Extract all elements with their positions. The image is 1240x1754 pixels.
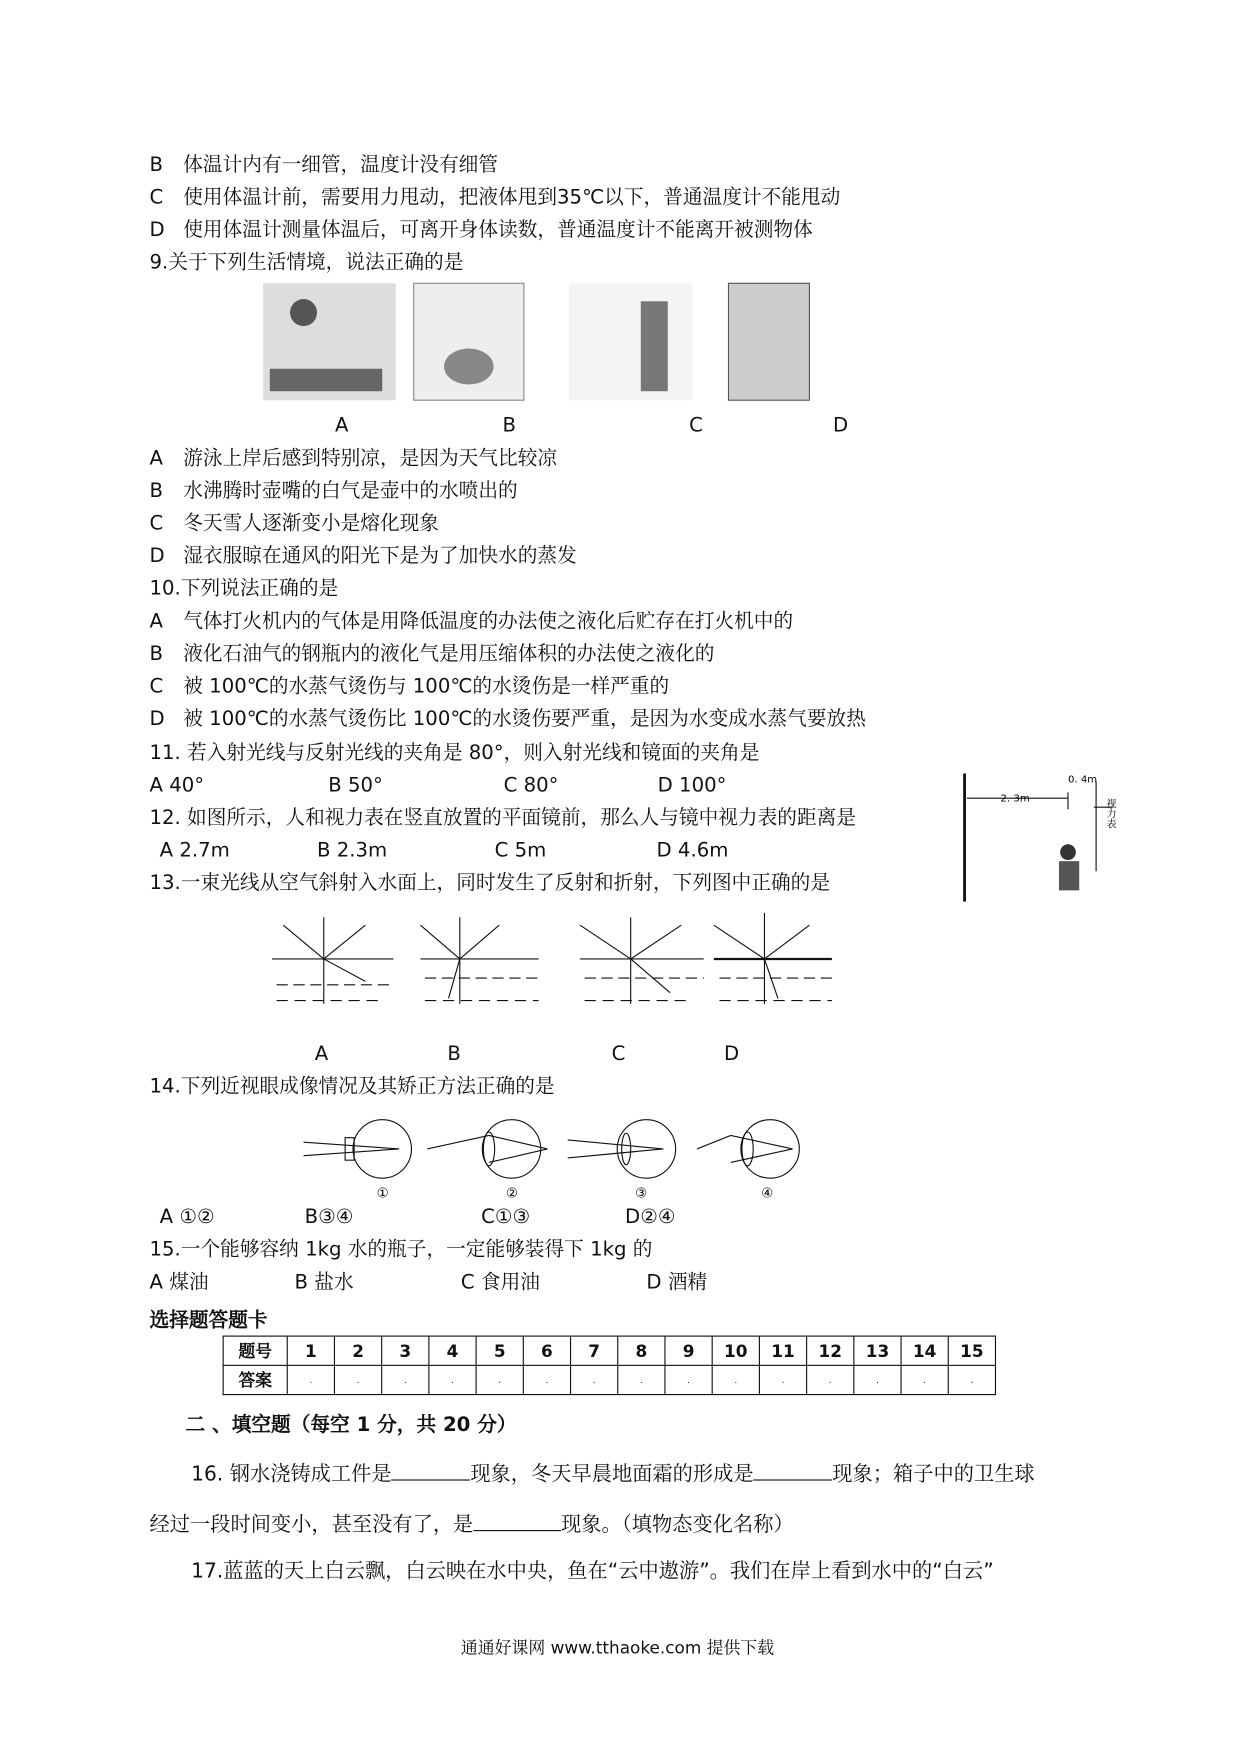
q9-option-b: B 水沸腾时壶嘴的白气是壶中的水喷出的 [149,480,518,503]
diagram-c [580,917,704,1004]
eye-label-4: ④ [761,1185,774,1202]
q14-option-d: D②④ [625,1206,676,1229]
q12-option-b: B 2.3m [317,839,388,863]
question-number-cell: 15 [948,1336,995,1365]
question-number-cell: 14 [901,1336,948,1365]
q13-label-a: A [314,1043,329,1066]
question-number-cell: 12 [807,1336,854,1365]
row-header-number: 题号 [223,1336,287,1365]
answer-cell[interactable]: . [618,1365,665,1394]
diagram-a [272,917,393,1004]
answer-cell[interactable]: . [712,1365,759,1394]
question-number-cell: 9 [665,1336,712,1365]
q12-option-a: A 2.7m [159,839,230,863]
q15-stem: 15.一个能够容纳 1kg 水的瓶子，一定能够装得下 1kg 的 [149,1238,653,1262]
answer-cell[interactable]: . [287,1365,334,1394]
q10-option-b: B 液化石油气的钢瓶内的液化气是用压缩体积的办法使之液化的 [149,643,715,666]
question-number-cell: 11 [759,1336,806,1365]
q12-option-d: D 4.6m [656,839,729,863]
diagram-d [714,913,832,1004]
q9-label-a: A [335,414,349,438]
q8-option-d: D 使用体温计测量体温后，可离开身体读数，普通温度计不能离开被测物体 [149,219,813,242]
answer-cell[interactable]: . [382,1365,429,1394]
q11-stem: 11. 若入射光线与反射光线的夹角是 80°，则入射光线和镜面的夹角是 [149,741,760,765]
answer-card-table [223,1336,996,1396]
blank-1[interactable] [392,1461,471,1480]
q15-option-a: A 煤油 [149,1271,209,1294]
answer-cell[interactable]: . [854,1365,901,1394]
q10-option-a: A 气体打火机内的气体是用降低温度的办法使之液化后贮存在打火机中的 [149,610,794,633]
q10-option-c: C 被 100℃的水蒸气烫伤与 100℃的水烫伤是一样严重的 [149,675,670,699]
question-number-cell: 3 [382,1336,429,1365]
question-number-cell: 1 [287,1336,334,1365]
eye-label-1: ① [376,1185,389,1202]
blank-3[interactable] [473,1512,561,1531]
q9-option-d: D 湿衣服晾在通风的阳光下是为了加快水的蒸发 [149,545,577,568]
q10-option-d: D 被 100℃的水蒸气烫伤比 100℃的水烫伤要严重，是因为水变成水蒸气要放热 [149,708,866,731]
q12-option-c: C 5m [494,839,547,863]
row-header-answer: 答案 [223,1365,287,1394]
eye-chart-mirror-figure [956,764,1136,910]
eye-chart-label: 视力表 [1104,798,1116,829]
q15-option-b: B 盐水 [294,1271,354,1294]
question-number-cell: 8 [618,1336,665,1365]
q10-stem: 10.下列说法正确的是 [149,577,339,601]
eye-diagram-3 [568,1120,676,1178]
blank-2[interactable] [754,1461,833,1480]
q14-option-b: B③④ [304,1206,354,1229]
q9-stem: 9.关于下列生活情境，说法正确的是 [149,251,464,275]
q13-label-d: D [723,1043,740,1066]
q14-stem: 14.下列近视眼成像情况及其矫正方法正确的是 [149,1075,555,1099]
q13-label-c: C [611,1043,626,1066]
snowman-image [569,283,693,400]
q17-stem: 17.蓝蓝的天上白云飘，白云映在水中央，鱼在“云中遨游”。我们在岸上看到水中的“白云” [191,1559,994,1583]
q11-option-d: D 100° [657,774,727,798]
q11-option-a: A 40° [149,774,205,798]
answer-cell[interactable]: . [476,1365,523,1394]
answer-cell[interactable]: . [523,1365,570,1394]
answer-cell[interactable]: . [665,1365,712,1394]
q13-stem: 13.一束光线从空气斜射入水面上，同时发生了反射和折射，下列图中正确的是 [149,872,831,895]
question-number-cell: 4 [429,1336,476,1365]
q11-option-b: B 50° [328,774,383,798]
section-two-heading: 二 、填空题（每空 1 分，共 20 分） [185,1414,517,1437]
distance-label-chart: 0. 4m [1067,774,1098,786]
diagram-b [420,917,538,1004]
answer-cell[interactable]: . [948,1365,995,1394]
q15-option-d: D 酒精 [646,1271,708,1294]
answer-cell[interactable]: . [429,1365,476,1394]
answer-cell[interactable]: . [334,1365,381,1394]
q14-option-c: C①③ [481,1206,531,1229]
eye-diagram-4 [697,1120,799,1178]
q9-option-c: C 冬天雪人逐渐变小是熔化现象 [149,512,440,536]
q12-stem: 12. 如图所示，人和视力表在竖直放置的平面镜前，那么人与镜中视力表的距离是 [149,807,856,830]
q9-scene-images [259,279,821,405]
question-number-cell: 7 [571,1336,618,1365]
answer-cell[interactable]: . [571,1365,618,1394]
footer: 通通好课网 www.tthaoke.com 提供下载 [460,1637,775,1659]
q16-line1: 16. 钢水浇铸成工件是 现象，冬天早晨地面霜的形成是 现象；箱子中的卫生球 [191,1462,1035,1487]
q16-line2: 经过一段时间变小，甚至没有了，是 现象。（填物态变化名称） [149,1513,794,1537]
answer-cell[interactable]: . [807,1365,854,1394]
q8-option-b: B 体温计内有一细管，温度计没有细管 [149,154,499,177]
eye-diagram-1 [304,1120,412,1178]
question-number-cell: 6 [523,1336,570,1365]
answer-card-title: 选择题答题卡 [149,1309,268,1333]
q15-option-c: C 食用油 [460,1271,540,1294]
q13-refraction-diagrams [259,908,844,1009]
answer-cell[interactable]: . [759,1365,806,1394]
distance-label-mirror: 2. 3m [1000,793,1030,805]
question-number-cell: 2 [334,1336,381,1365]
question-number-cell: 13 [854,1336,901,1365]
answer-cell[interactable]: . [901,1365,948,1394]
q9-option-a: A 游泳上岸后感到特别凉，是因为天气比较凉 [149,447,558,470]
q9-label-d: D [833,414,849,438]
q14-eye-diagrams [298,1115,815,1205]
eye-label-3: ③ [635,1185,648,1202]
question-number-cell: 10 [712,1336,759,1365]
q9-label-b: B [502,414,517,438]
q8-option-c: C 使用体温计前，需要用力甩动，把液体甩到35℃以下，普通温度计不能甩动 [149,186,841,210]
q11-option-c: C 80° [503,774,559,798]
clothes-drying-image [728,283,809,400]
question-number-cell: 5 [476,1336,523,1365]
eye-diagram-2 [427,1120,547,1178]
q9-label-c: C [689,414,703,438]
q13-label-b: B [447,1043,461,1066]
q14-option-a: A ①② [159,1206,215,1229]
eye-label-2: ② [505,1185,518,1202]
